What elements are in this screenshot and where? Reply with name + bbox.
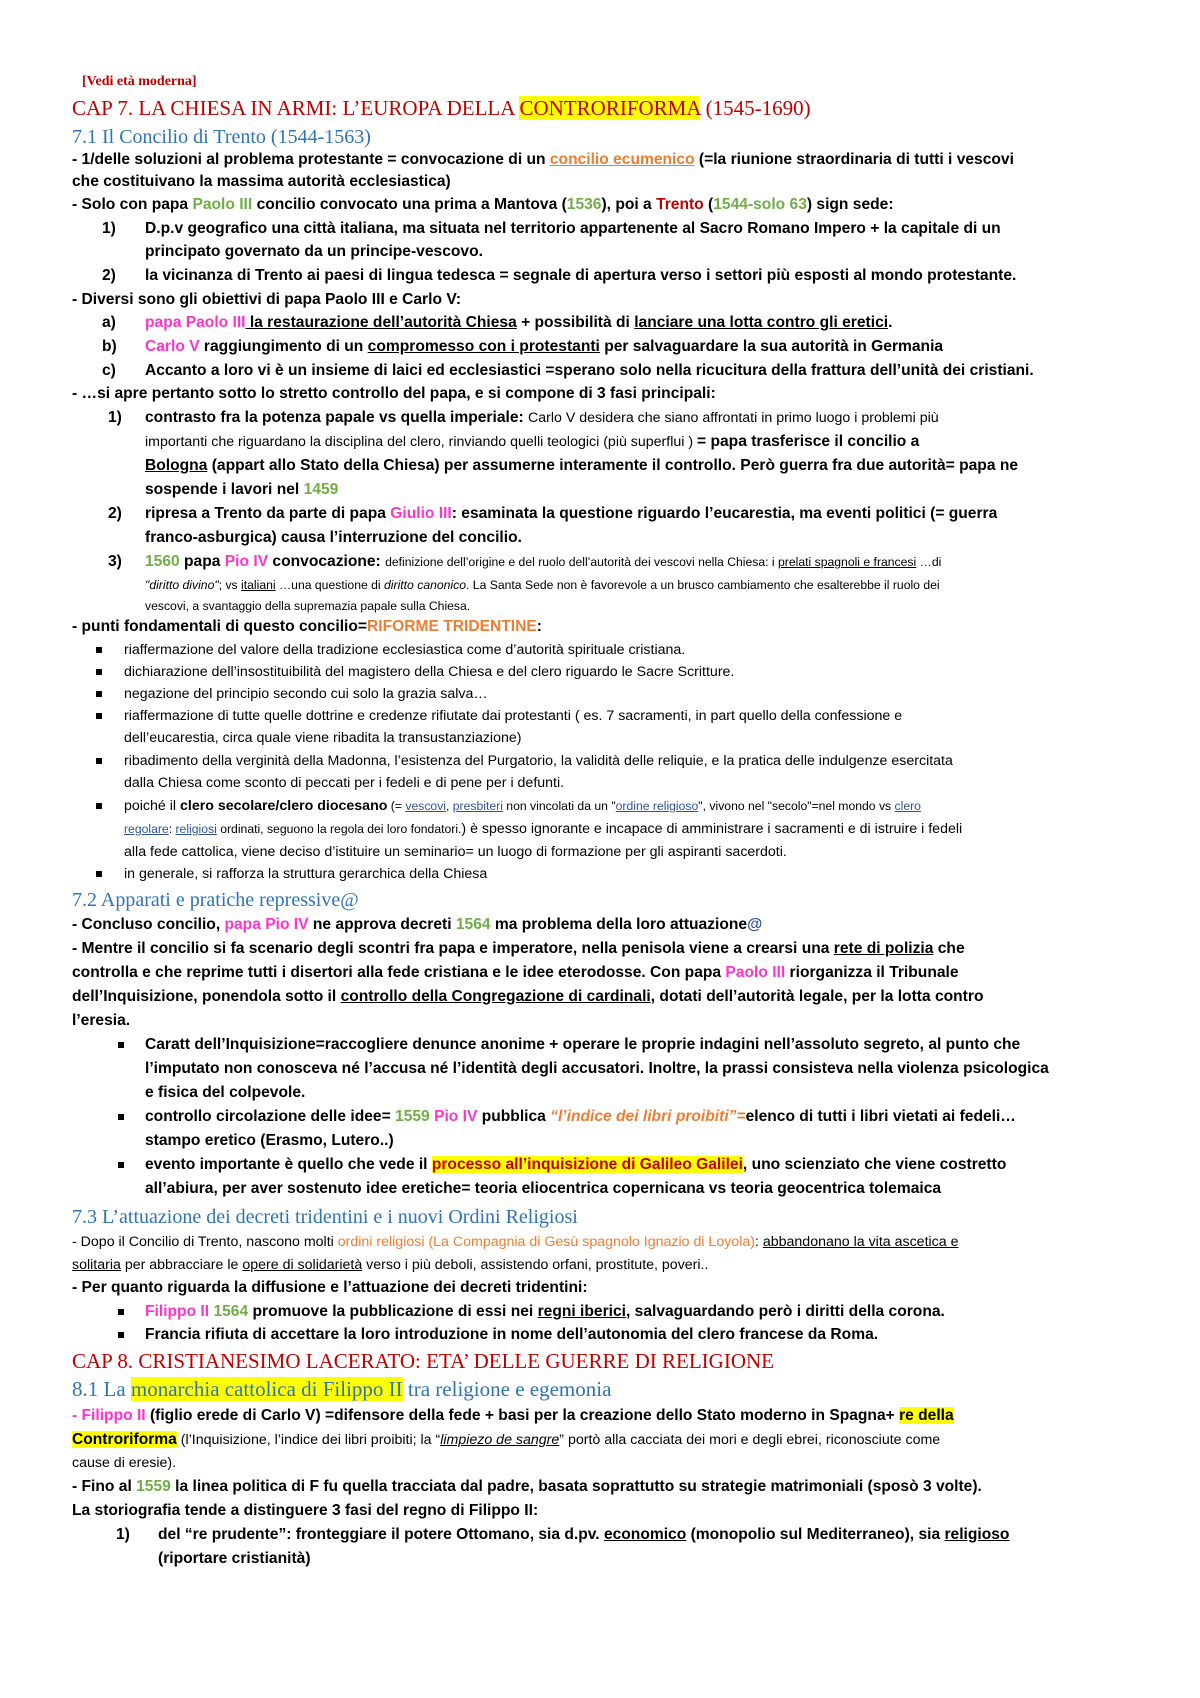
bullet-icon: [96, 713, 102, 719]
bullet-icon: [96, 669, 102, 675]
bullet-icon: [96, 647, 102, 653]
list-number: 2): [108, 505, 122, 522]
paragraph-line: dell’Inquisizione, ponendola sotto il controllo della Congregazione di cardinali, dotati dell’autorità legale, per la lotta contro: [72, 988, 984, 1005]
list-number: 3): [108, 553, 122, 570]
bullet-icon: [118, 1114, 124, 1120]
bullet-icon: [96, 691, 102, 697]
list-item: Carlo V raggiungimento di un compromesso con i protestanti per salvaguardare la sua autorità in Germania: [145, 338, 944, 355]
list-item: del “re prudente”: fronteggiare il potere Ottomano, sia d.pv. economico (monopolio sul Mediterraneo), sia religioso: [158, 1526, 1010, 1543]
list-item: Filippo II 1564 promuove la pubblicazione di essi nei regni iberici, salvaguardando però i diritti della corona.: [145, 1303, 945, 1320]
list-item: stampo eretico (Erasmo, Lutero..): [145, 1132, 394, 1149]
list-letter: b): [102, 338, 117, 355]
list-item: Accanto a loro vi è un insieme di laici ed ecclesiastici =sperano solo nella ricucitura della frattura dell’unità dei cristiani.: [145, 362, 1034, 379]
list-item: Bologna (appart allo Stato della Chiesa) per assumerne interamente il controllo. Però guerra fra due autorità= papa ne: [145, 457, 1019, 474]
paragraph-line: - Filippo II (figlio erede di Carlo V) =difensore della fede + basi per la creazione dello Stato moderno in Spagna+ re della: [72, 1407, 954, 1424]
list-item: regolare: religiosi ordinati, seguono la regola dei loro fondatori.) è spesso ignorante e incapace di amministrare i sacramenti e di istruire i fedeli: [124, 821, 963, 837]
list-item: e fisica del colpevole.: [145, 1084, 306, 1101]
paragraph-line: - Concluso concilio, papa Pio IV ne approva decreti 1564 ma problema della loro attuazione@: [72, 916, 763, 933]
list-item: papa Paolo III la restaurazione dell’autorità Chiesa + possibilità di lanciare una lotta contro gli eretici.: [145, 314, 893, 331]
list-item: riaffermazione del valore della tradizione ecclesiastica come d’autorità spirituale cristiana.: [124, 642, 686, 658]
list-item: poiché il clero secolare/clero diocesano (= vescovi, presbiteri non vincolati da un "ordine religioso", vivono nel "secolo"=nel mondo vs clero: [124, 798, 921, 814]
list-item: dell’eucarestia, circa quale viene ribadita la transustanziazione): [124, 730, 522, 746]
paragraph-line: Controriforma (l’Inquisizione, l’indice dei libri proibiti; la “limpiezo de sangre” portò alla cacciata dei mori e degli ebrei, riconosciute come: [72, 1431, 941, 1448]
paragraph-line: controlla e che reprime tutti i disertori alla fede cristiana e le idee eterodosse. Con papa Paolo III riorganizza il Tribunale: [72, 964, 959, 981]
paragraph-line: - Mentre il concilio si fa scenario degli scontri fra papa e imperatore, nella penisola viene a crearsi una rete di polizia che: [72, 940, 965, 957]
paragraph-line: cause di eresie).: [72, 1455, 177, 1471]
paragraph-line: - …si apre pertanto sotto lo stretto controllo del papa, e si compone di 3 fasi principali:: [72, 385, 716, 402]
list-number: 2): [102, 267, 116, 284]
list-item: alla fede cattolica, viene deciso d’istituire un seminario= un luogo di formazione per gli aspiranti sacerdoti.: [124, 844, 787, 860]
list-item: franco-asburgica) causa l’interruzione del concilio.: [145, 529, 522, 546]
section-7-3-title: 7.3 L’attuazione dei decreti tridentini e i nuovi Ordini Religiosi: [72, 1206, 578, 1228]
list-item: evento importante è quello che vede il processo all’inquisizione di Galileo Galilei, uno scienziato che viene costretto: [145, 1156, 1007, 1173]
bullet-icon: [96, 758, 102, 764]
paragraph-line: che costituivano la massima autorità ecclesiastica): [72, 173, 451, 190]
paragraph-line: - Dopo il Concilio di Trento, nascono molti ordini religiosi (La Compagnia di Gesù spagnolo Ignazio di Loyola): abbandonano la vita ascetica e: [72, 1234, 959, 1250]
see-also-note: [Vedi età moderna]: [82, 74, 197, 89]
list-item: Caratt dell’Inquisizione=raccogliere denunce anonime + operare le proprie indagini nell’assoluto segreto, al punto che: [145, 1036, 1021, 1053]
bullet-icon: [118, 1162, 124, 1168]
paragraph-line: - Fino al 1559 la linea politica di F fu quella tracciata dal padre, basata soprattutto su strategie matrimoniali (sposò 3 volte).: [72, 1478, 982, 1495]
list-item: vescovi, a svantaggio della supremazia papale sulla Chiesa.: [145, 599, 471, 613]
list-item: all’abiura, per aver sostenuto idee eretiche= teoria eliocentrica copernicana vs teoria geocentrica tolemaica: [145, 1180, 942, 1197]
chapter-8-title: CAP 8. CRISTIANESIMO LACERATO: ETA’ DELLE GUERRE DI RELIGIONE: [72, 1349, 774, 1373]
list-letter: a): [102, 314, 116, 331]
list-item: la vicinanza di Trento ai paesi di lingua tedesca = segnale di apertura verso i settori più esposti al mondo protestante.: [145, 267, 1017, 284]
bullet-icon: [96, 803, 102, 809]
list-number: 1): [102, 220, 116, 237]
paragraph-line: - punti fondamentali di questo concilio=RIFORME TRIDENTINE:: [72, 618, 542, 635]
paragraph-line: l’eresia.: [72, 1012, 131, 1029]
list-item: dichiarazione dell’insostituibilità del magistero della Chiesa e del clero riguardo le Sacre Scritture.: [124, 664, 735, 680]
bullet-icon: [118, 1309, 124, 1315]
paragraph-line: solitaria per abbracciare le opere di solidarietà verso i più deboli, assistendo orfani, prostitute, poveri..: [72, 1257, 709, 1273]
list-item: in generale, si rafforza la struttura gerarchica della Chiesa: [124, 866, 488, 882]
section-8-1-title: 8.1 La monarchia cattolica di Filippo II tra religione e egemonia: [72, 1377, 612, 1401]
section-7-1-title: 7.1 Il Concilio di Trento (1544-1563): [72, 126, 371, 148]
bullet-icon: [118, 1332, 124, 1338]
list-item: principato governato da un principe-vescovo.: [145, 243, 483, 260]
list-item: D.p.v geografico una città italiana, ma situata nel territorio appartenente al Sacro Romano Impero + la capitale di un: [145, 220, 1001, 237]
list-item: negazione del principio secondo cui solo la grazia salva…: [124, 686, 488, 702]
list-item: ribadimento della verginità della Madonna, l’esistenza del Purgatorio, la validità delle reliquie, e la pratica delle indulgenze esercitata: [124, 753, 953, 769]
list-number: 1): [116, 1526, 130, 1543]
paragraph-line: La storiografia tende a distinguere 3 fasi del regno di Filippo II:: [72, 1502, 539, 1519]
list-letter: c): [102, 362, 116, 379]
chapter-7-title: CAP 7. LA CHIESA IN ARMI: L’EUROPA DELLA CONTRORIFORMA (1545-1690): [72, 96, 811, 120]
section-7-2-title: 7.2 Apparati e pratiche repressive@: [72, 889, 359, 911]
list-item: riaffermazione di tutte quelle dottrine e credenze rifiutate dai protestanti ( es. 7 sacramenti, in part quello della confessione e: [124, 708, 903, 724]
list-item: "diritto divino"; vs italiani …una questione di diritto canonico. La Santa Sede non è favorevole a un brusco cambiamento che esalterebbe il ruolo dei: [145, 578, 940, 592]
bullet-icon: [96, 871, 102, 877]
list-number: 1): [108, 409, 122, 426]
list-item: ripresa a Trento da parte di papa Giulio III: esaminata la questione riguardo l’eucarestia, ma eventi politici (= guerra: [145, 505, 998, 522]
list-item: dalla Chiesa come sconto di peccati per i fedeli e di pene per i defunti.: [124, 775, 565, 791]
list-item: 1560 papa Pio IV convocazione: definizione dell’origine e del ruolo dell’autorità dei vescovi nella Chiesa: i prelati spagnoli e francesi …di: [145, 553, 942, 570]
list-item: sospende i lavori nel 1459: [145, 481, 339, 498]
paragraph-line: - Diversi sono gli obiettivi di papa Paolo III e Carlo V:: [72, 291, 462, 308]
paragraph-line: - 1/delle soluzioni al problema protestante = convocazione di un concilio ecumenico (=la riunione straordinaria di tutti i vescovi: [72, 151, 1014, 168]
list-item: controllo circolazione delle idee= 1559 Pio IV pubblica “l’indice dei libri proibiti”=elenco di tutti i libri vietati ai fedeli…: [145, 1108, 1016, 1125]
list-item: (riportare cristianità): [158, 1550, 311, 1567]
list-item: importanti che riguardano la disciplina del clero, rinviando quelli teologici (più superflui ) = papa trasferisce il concilio a: [145, 433, 920, 450]
paragraph-line: - Per quanto riguarda la diffusione e l’attuazione dei decreti tridentini:: [72, 1279, 588, 1296]
list-item: l’imputato non conosceva né l’accusa né l’identità degli accusatori. Inoltre, la prassi consisteva nella violenza psicologica: [145, 1060, 1049, 1077]
list-item: Francia rifiuta di accettare la loro introduzione in nome dell’autonomia del clero francese da Roma.: [145, 1326, 879, 1343]
paragraph-line: - Solo con papa Paolo III concilio convocato una prima a Mantova (1536), poi a Trento (1544-solo 63) sign sede:: [72, 196, 894, 213]
list-item: contrasto fra la potenza papale vs quella imperiale: Carlo V desidera che siano affrontati in primo luogo i problemi più: [145, 409, 939, 426]
bullet-icon: [118, 1042, 124, 1048]
